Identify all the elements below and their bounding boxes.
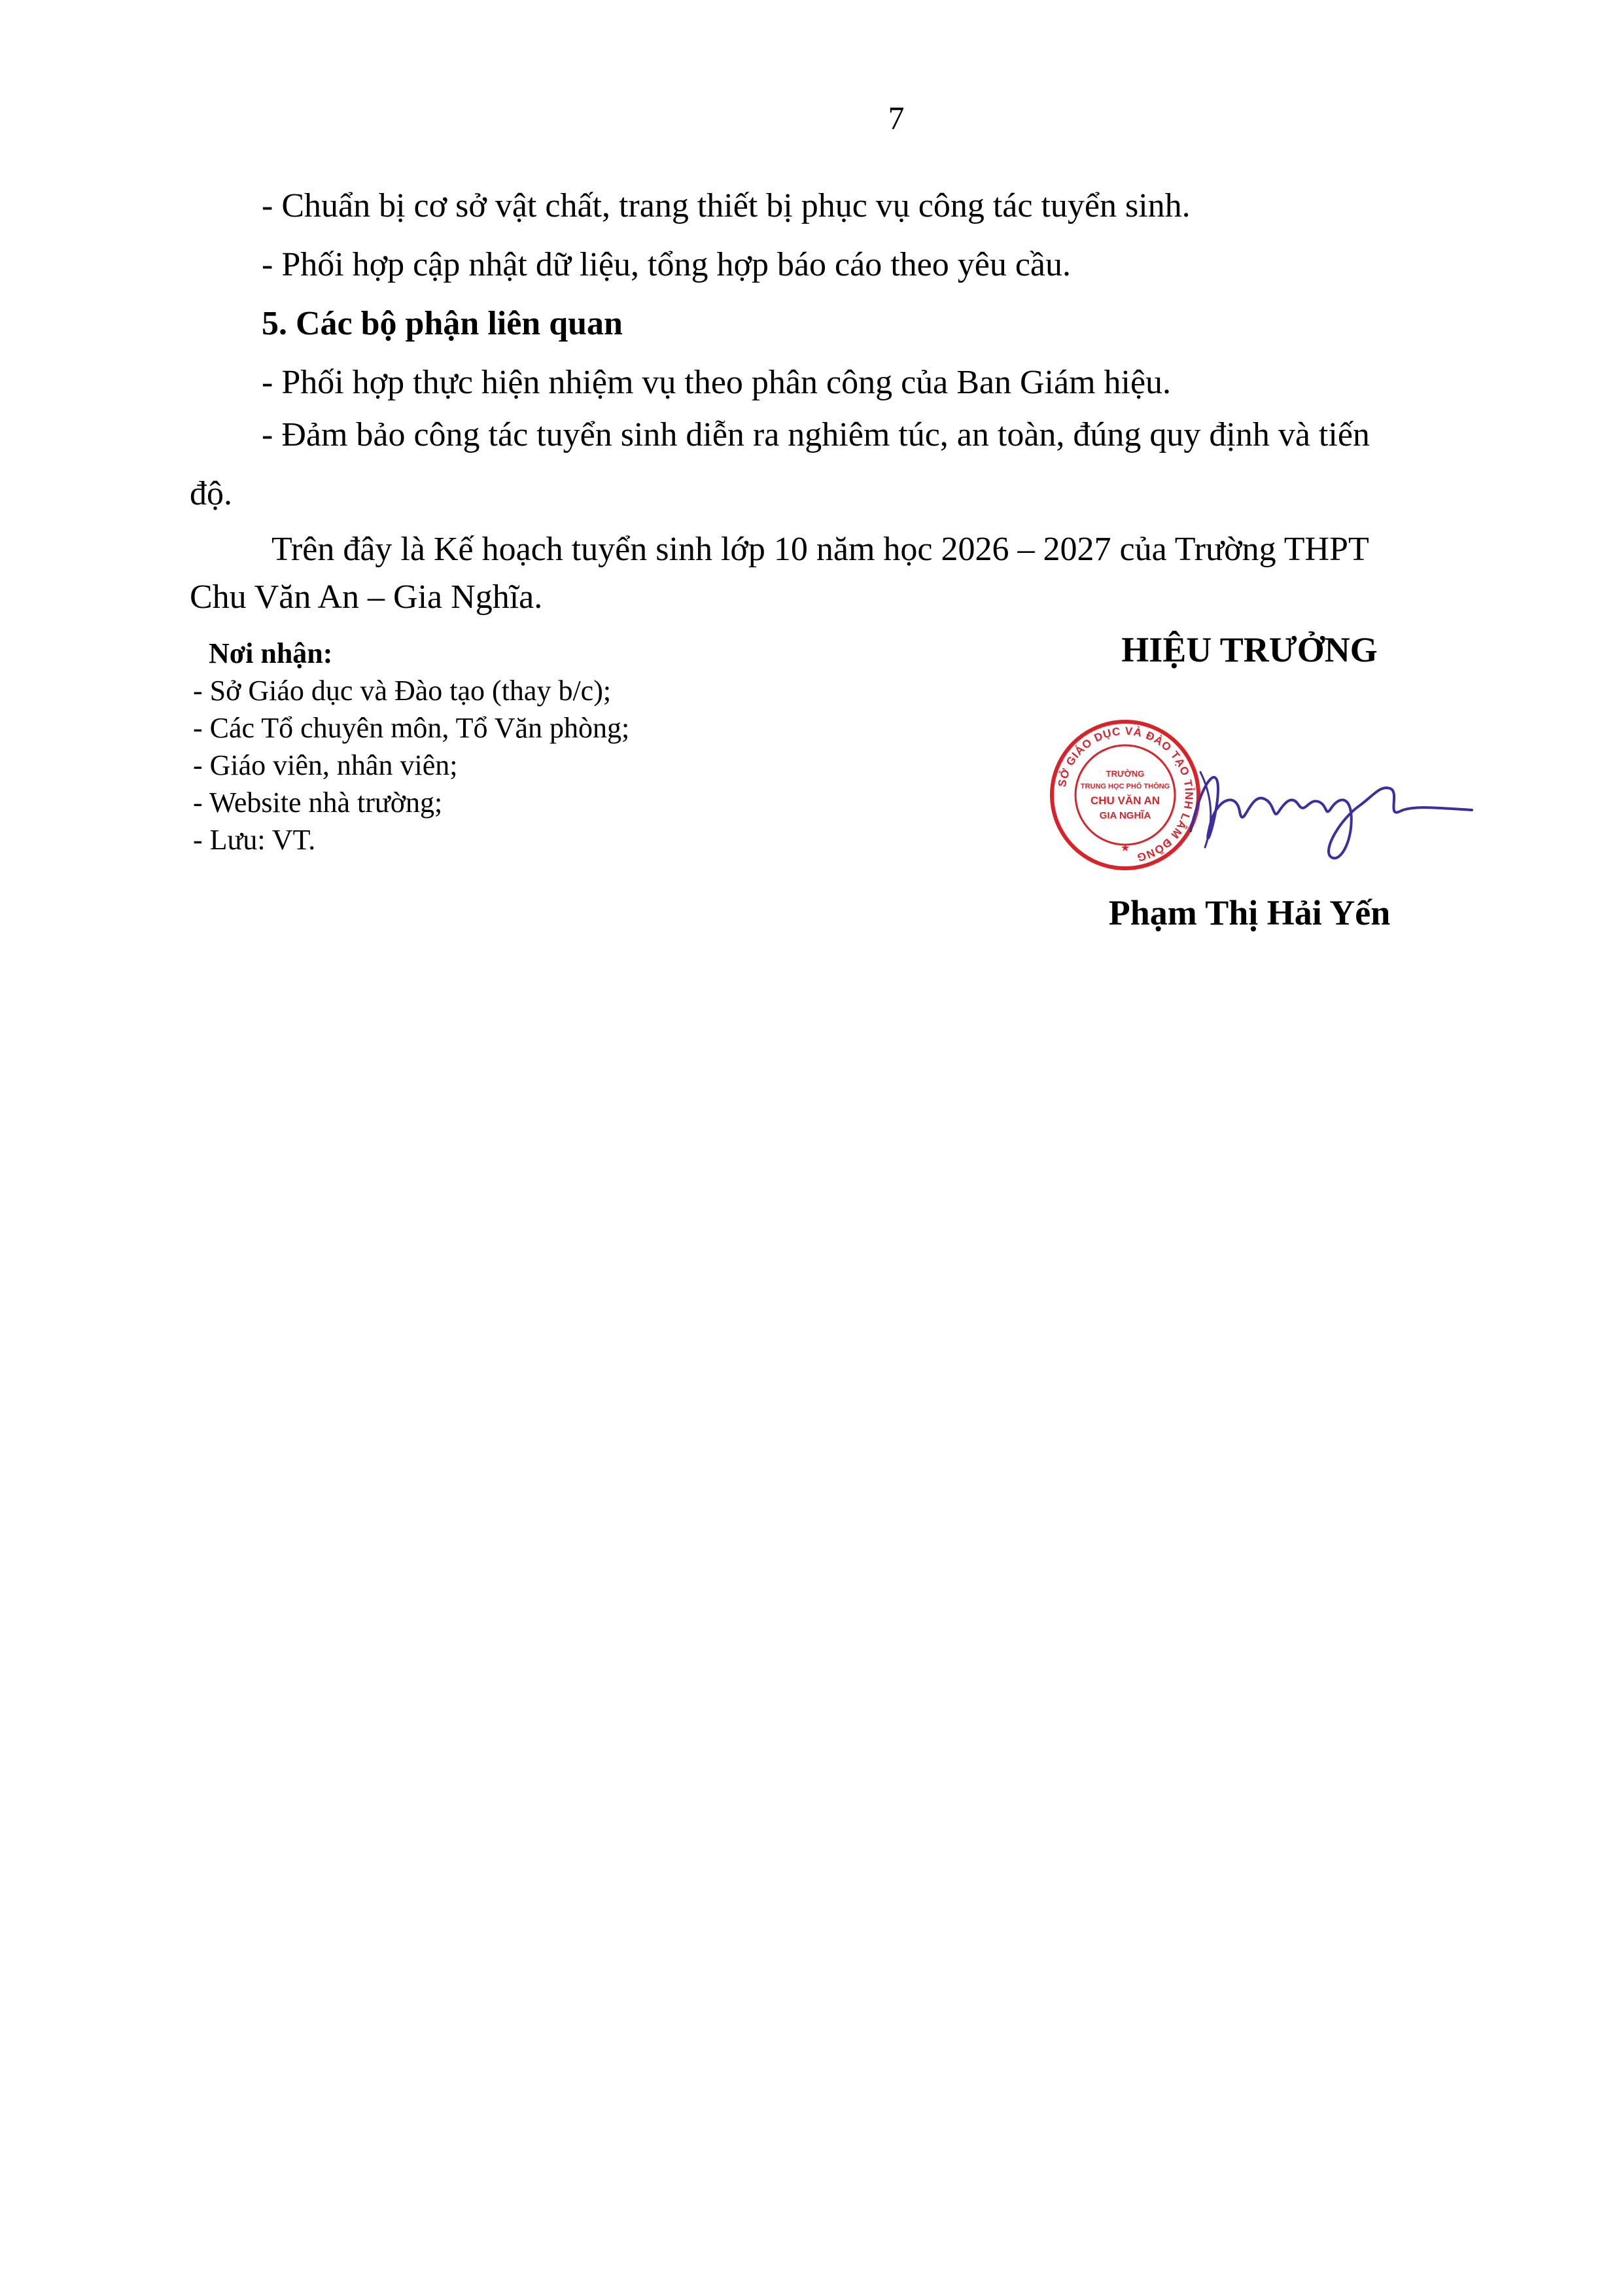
stamp-line-3: CHU VĂN AN xyxy=(1090,794,1161,807)
paragraph-ensure xyxy=(262,412,1505,458)
signature-block xyxy=(1034,627,1465,673)
paragraph-data-update: - Phối hợp cập nhật dữ liệu, tổng hợp báo cáo theo yêu cầu. xyxy=(262,246,1071,283)
paragraph-facilities: - Chuẩn bị cơ sở vật chất, trang thiết bị phục vụ công tác tuyển sinh. xyxy=(262,187,1191,224)
recipient-item: - Giáo viên, nhân viên; xyxy=(193,749,458,781)
recipients-title: Nơi nhận: xyxy=(209,637,333,669)
page-number: 7 xyxy=(888,99,905,136)
star-icon: ★ xyxy=(1120,841,1130,854)
signature-title: HIỆU TRƯỞNG xyxy=(1121,630,1378,669)
closing-line2: Chu Văn An – Gia Nghĩa. xyxy=(190,578,543,616)
stamp-line-4: GIA NGHĨA xyxy=(1099,810,1151,821)
closing-paragraph xyxy=(271,527,1505,573)
recipient-item: - Sở Giáo dục và Đào tạo (thay b/c); xyxy=(193,675,612,707)
paragraph-ensure-line1: - Đảm bảo công tác tuyển sinh diễn ra nghiêm túc, an toàn, đúng quy định và tiến xyxy=(262,416,1370,453)
paragraph-coordinate: - Phối hợp thực hiện nhiệm vụ theo phân công của Ban Giám hiệu. xyxy=(262,364,1172,401)
stamp-outer-text: SỞ GIÁO DỤC VÀ ĐÀO TẠO TỈNH LÂM ĐỒNG xyxy=(1055,724,1196,864)
recipient-item: - Website nhà trường; xyxy=(193,786,443,819)
stamp-line-1: TRƯỜNG xyxy=(1106,769,1145,779)
signer-name: Phạm Thị Hải Yến xyxy=(1108,893,1391,932)
body-text xyxy=(262,177,1505,412)
paragraph-ensure-cont xyxy=(190,471,1505,517)
recipient-item: - Các Tổ chuyên môn, Tổ Văn phòng; xyxy=(193,712,630,744)
closing-paragraph-cont xyxy=(190,574,1505,620)
stamp-line-2: TRUNG HỌC PHỔ THÔNG xyxy=(1080,783,1170,790)
recipient-item: - Lưu: VT. xyxy=(193,824,316,856)
paragraph-ensure-line2: độ. xyxy=(190,475,232,512)
section-heading-related-departments: 5. Các bộ phận liên quan xyxy=(262,305,623,342)
closing-line1: Trên đây là Kế hoạch tuyển sinh lớp 10 năm học 2026 – 2027 của Trường THPT xyxy=(271,531,1369,568)
handwritten-signature xyxy=(1164,733,1478,877)
recipients-block xyxy=(193,635,782,858)
